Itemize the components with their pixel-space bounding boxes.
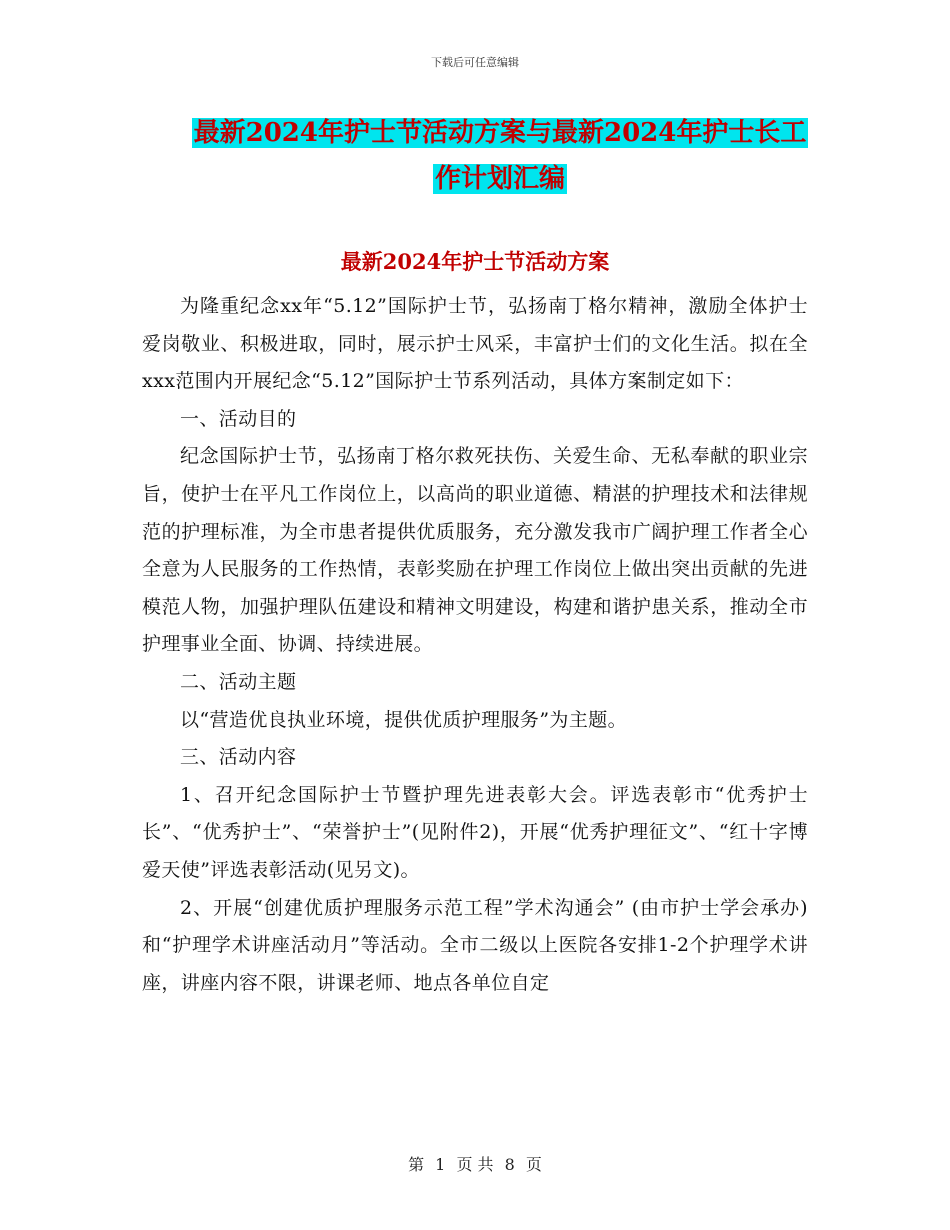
document-title-line-2: 作计划汇编 bbox=[434, 164, 565, 194]
header-note: 下载后可任意编辑 bbox=[431, 56, 519, 69]
paragraph-activity-purpose: 纪念国际护士节，弘扬南丁格尔救死扶伤、关爱生命、无私奉献的职业宗旨，使护士在平凡工作岗位上，以高尚的职业道德、精湛的护理技术和法律规范的护理标准，为全市患者提供优质服务，充分激发我市广阔护理工作者全心全意为人民服务的工作热情，表彰奖励在护理工作岗位上做出突出贡献的先进模范人物，加强护理队伍建设和精神文明建设，构建和谐护患关系，推动全市护理事业全面、协调、持续进展。 bbox=[142, 445, 808, 656]
paragraph-content-item-2: 2、开展“创建优质护理服务示范工程”学术沟通会” (由市护士学会承办)和“护理学术讲座活动月”等活动。全市二级以上医院各安排1-2个护理学术讲座，讲座内容不限，讲课老师、地点各单位自定 bbox=[142, 896, 808, 994]
heading-activity-content: 三、活动内容 bbox=[180, 746, 297, 769]
footer-middle: 页 共 bbox=[456, 1155, 494, 1174]
heading-activity-theme: 二、活动主题 bbox=[180, 670, 297, 693]
paragraph-activity-theme: 以“营造优良执业环境，提供优质护理服务”为主题。 bbox=[180, 708, 628, 731]
section-title: 最新2024年护士节活动方案 bbox=[340, 249, 610, 274]
footer-page-number: 1 bbox=[435, 1155, 446, 1174]
document-body bbox=[142, 288, 808, 1002]
footer-total-pages: 8 bbox=[504, 1155, 515, 1174]
footer-prefix: 第 bbox=[408, 1155, 425, 1174]
document-title bbox=[140, 110, 860, 202]
page-footer bbox=[0, 1152, 950, 1175]
document-title-line-1: 最新2024年护士节活动方案与最新2024年护士长工 bbox=[193, 118, 807, 148]
footer-suffix: 页 bbox=[525, 1155, 542, 1174]
paragraph-intro: 为隆重纪念xx年“5.12”国际护士节，弘扬南丁格尔精神，激励全体护士爱岗敬业、积极进取，同时，展示护士风采，丰富护士们的文化生活。拟在全xxx范围内开展纪念“5.12”国际护士节系列活动，具体方案制定如下： bbox=[142, 295, 808, 393]
paragraph-content-item-1: 1、召开纪念国际护士节暨护理先进表彰大会。评选表彰市“优秀护士长”、“优秀护士”、“荣誉护士”(见附件2)，开展“优秀护理征文”、“红十字博爱天使”评选表彰活动(见另文)。 bbox=[142, 783, 808, 881]
heading-activity-purpose: 一、活动目的 bbox=[180, 407, 297, 430]
